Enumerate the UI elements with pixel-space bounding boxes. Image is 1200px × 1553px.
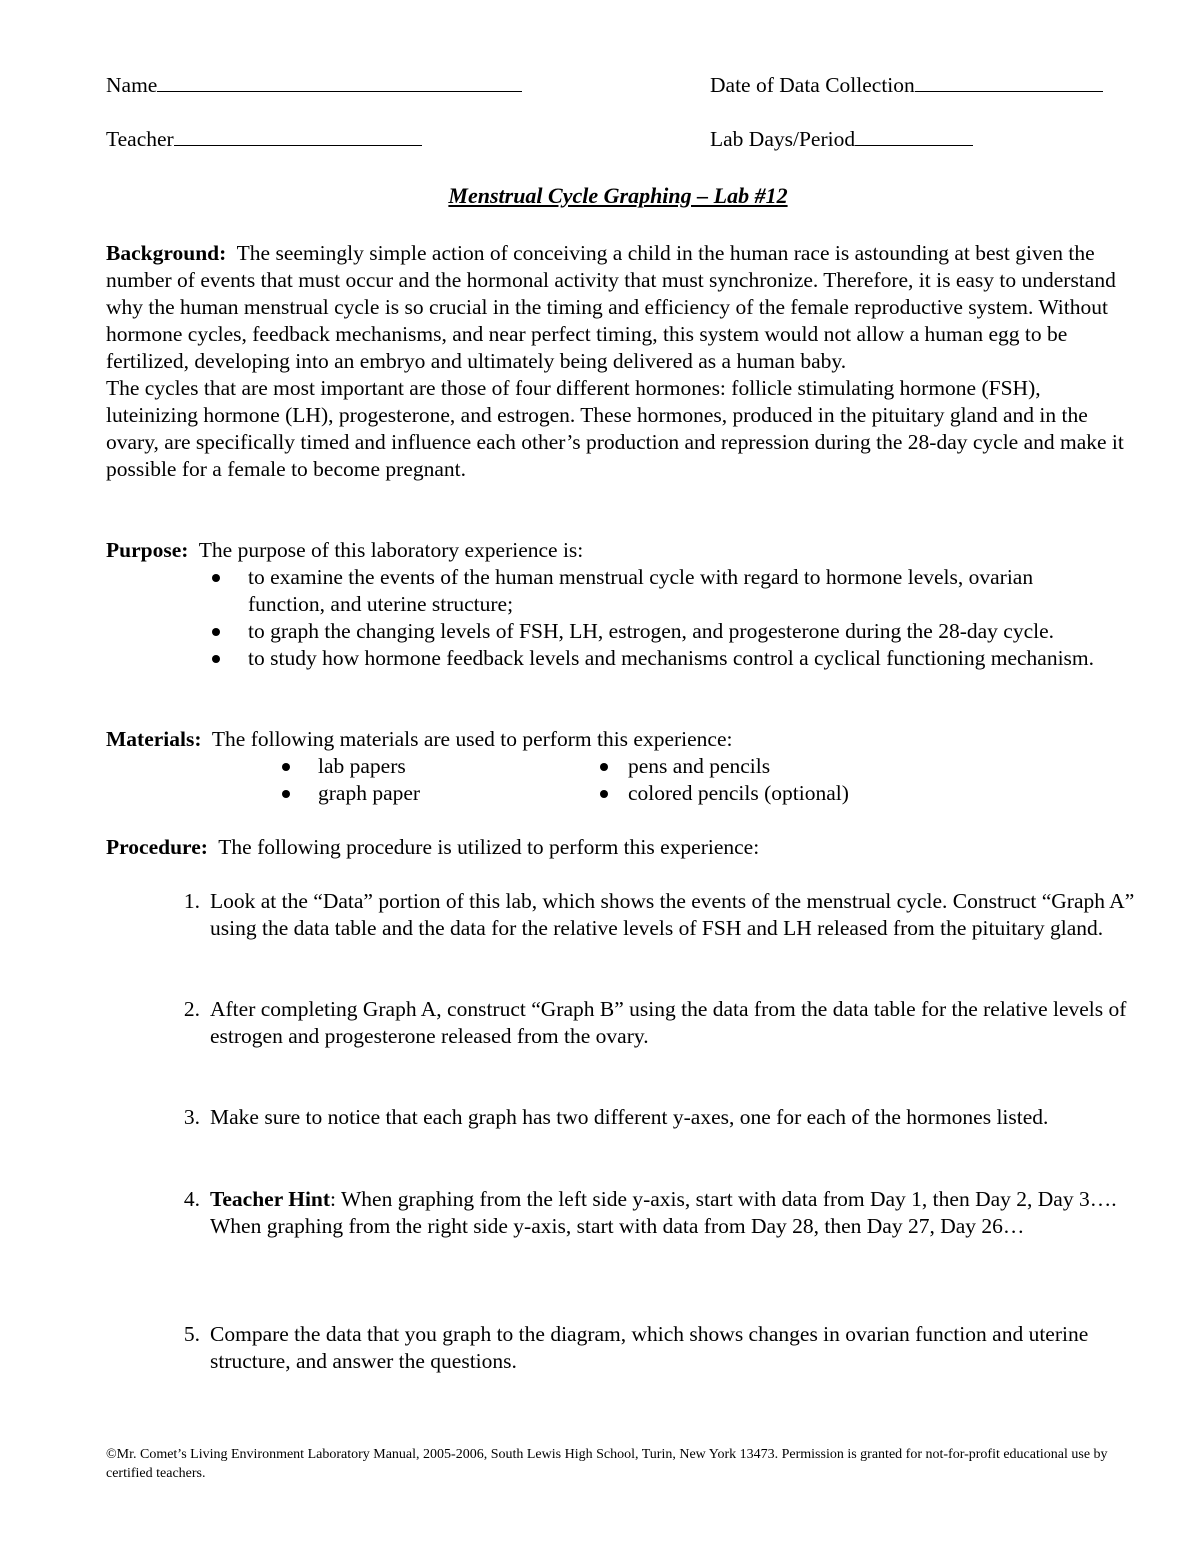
list-item: colored pencils (optional) (600, 780, 1000, 807)
bullet-icon (212, 628, 220, 636)
procedure-label: Procedure: (106, 835, 208, 859)
list-item: to graph the changing levels of FSH, LH, estrogen, and progesterone during the 28-day cycle. (212, 618, 1100, 645)
date-blank[interactable] (915, 72, 1103, 92)
period-field[interactable] (710, 126, 973, 153)
bullet-icon (600, 763, 608, 771)
purpose-intro: The purpose of this laboratory experience is: (198, 538, 584, 562)
name-label: Name (106, 73, 158, 97)
purpose-section (106, 537, 1136, 672)
background-paragraph-1 (106, 240, 1136, 375)
period-label: Lab Days/Period (710, 127, 856, 151)
procedure-step-4: 4. Teacher Hint: When graphing from the left side y-axis, start with data from Day 1, then Day 2, Day 3…. When graphing from the right side y-axis, start with data from Day 28, then Day 27, Day 26… (183, 1187, 1117, 1238)
copyright-footer: ©Mr. Comet’s Living Environment Laboratory Manual, 2005-2006, South Lewis High School, Turin, New York 13473. Permission is granted for not-for-profit educational use by certified teachers. (106, 1447, 1108, 1481)
teacher-label: Teacher (106, 127, 174, 151)
background-paragraph-2: The cycles that are most important are those of four different hormones: follicle stimulating hormone (FSH), luteinizing hormone (LH), progesterone, and estrogen. These hormones, produced in the pituitary gland and in the ovary, are specifically timed and influence each other’s production and repression during the 28-day cycle and make it possible for a female to become pregnant. (106, 376, 1124, 481)
procedure-step-2: 2. After completing Graph A, construct “Graph B” using the data from the data table for the relative levels of estrogen and progesterone released from the ovary. (183, 997, 1127, 1048)
teacher-hint-label: Teacher Hint (210, 1187, 331, 1211)
name-blank[interactable] (157, 72, 522, 92)
background-text-1: The seemingly simple action of conceiving a child in the human race is astounding at best given the number of events that must occur and the hormonal activity that must synchronize. Therefore, it is easy to understand why the human menstrual cycle is so crucial in the timing and efficiency of the female reproductive system. Without hormone cycles, feedback mechanisms, and near perfect timing, this system would not allow a human egg to be fertilized, developing into an embryo and ultimately being delivered as a human baby. (106, 241, 1116, 373)
list-item: to study how hormone feedback levels and mechanisms control a cyclical functioning mechanism. (212, 645, 1100, 672)
list-item: pens and pencils (600, 753, 1000, 780)
background-section (106, 240, 1136, 483)
page-title: Menstrual Cycle Graphing – Lab #12 (448, 183, 788, 208)
materials-intro: The following materials are used to perform this experience: (211, 727, 733, 751)
materials-list-right (600, 753, 1000, 807)
procedure-step-5: 5. Compare the data that you graph to the diagram, which shows changes in ovarian function and uterine structure, and answer the questions. (183, 1322, 1089, 1373)
procedure-section (106, 834, 1136, 861)
purpose-label: Purpose: (106, 538, 189, 562)
purpose-list (212, 564, 1100, 672)
period-blank[interactable] (855, 126, 973, 146)
list-item: graph paper (282, 780, 582, 807)
procedure-intro: The following procedure is utilized to perform this experience: (218, 835, 760, 859)
bullet-icon (282, 763, 290, 771)
list-item: to examine the events of the human menstrual cycle with regard to hormone levels, ovarian function, and uterine structure; (212, 564, 1100, 618)
bullet-icon (212, 655, 220, 663)
date-field[interactable] (710, 72, 1103, 99)
bullet-icon (600, 790, 608, 798)
background-label: Background: (106, 241, 227, 265)
name-field[interactable] (106, 72, 522, 99)
bullet-icon (212, 574, 220, 582)
bullet-icon (282, 790, 290, 798)
materials-label: Materials: (106, 727, 202, 751)
materials-list-left (282, 753, 582, 807)
list-item: lab papers (282, 753, 582, 780)
date-label: Date of Data Collection (710, 73, 915, 97)
procedure-step-1: 1. Look at the “Data” portion of this lab, which shows the events of the menstrual cycle. Construct “Graph A” using the data table and the data for the relative levels of FSH and LH released from the pituitary gland. (183, 889, 1135, 940)
materials-section (106, 726, 1136, 753)
teacher-field[interactable] (106, 126, 422, 153)
teacher-blank[interactable] (174, 126, 422, 146)
procedure-step-3: 3. Make sure to notice that each graph has two different y-axes, one for each of the hormones listed. (183, 1105, 1049, 1129)
